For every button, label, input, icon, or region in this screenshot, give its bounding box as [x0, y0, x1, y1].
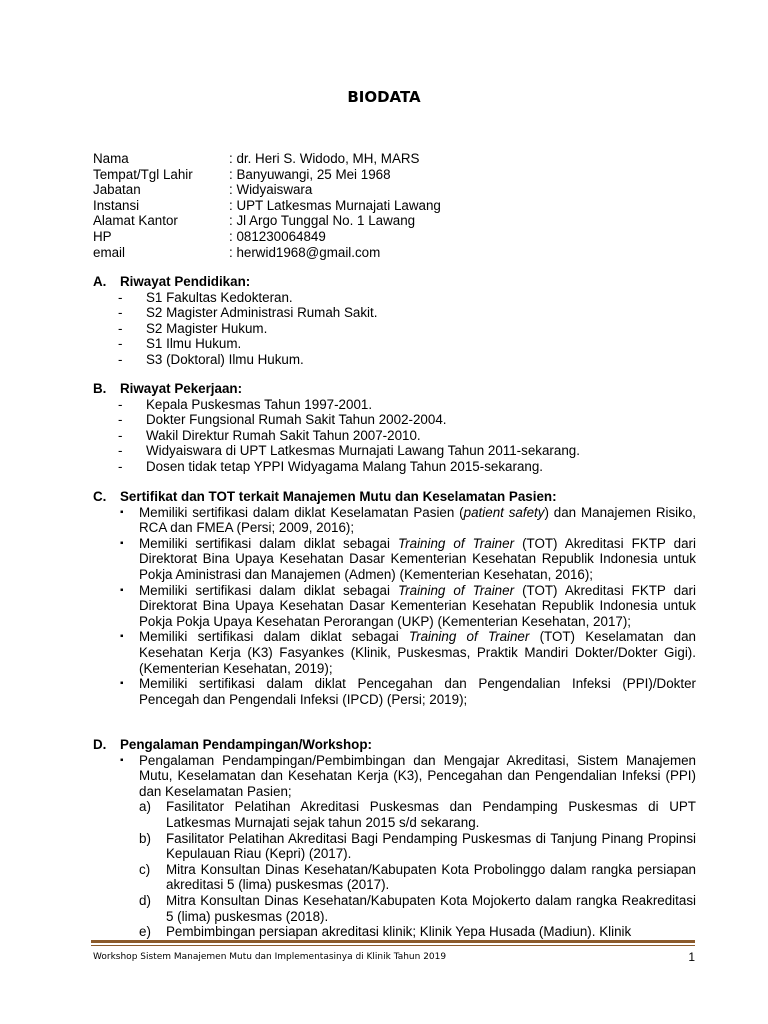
dash-marker: - — [118, 396, 123, 412]
section-experience — [93, 737, 696, 940]
square-bullet-icon: ▪ — [120, 584, 124, 596]
page-number: 1 — [688, 950, 695, 964]
page-footer — [93, 950, 695, 966]
section-heading — [93, 489, 696, 505]
dash-marker: - — [118, 320, 123, 336]
list-item — [93, 505, 696, 536]
biodata-row — [93, 151, 441, 167]
section-letter: D. — [93, 737, 107, 752]
list-item-text: S1 Ilmu Hukum. — [146, 336, 242, 352]
section-letter: C. — [93, 489, 107, 504]
dash-marker: - — [118, 458, 123, 474]
square-bullet-icon: ▪ — [120, 537, 124, 549]
list-item-text: Dosen tidak tetap YPPI Widyagama Malang Tahun 2015-sekarang. — [146, 458, 544, 474]
dash-marker: - — [118, 305, 123, 321]
dash-marker: - — [118, 412, 123, 428]
biodata-row — [93, 182, 441, 198]
list-item — [93, 583, 696, 630]
list-item — [93, 676, 696, 707]
section-heading — [93, 274, 696, 290]
biodata-label: Alamat Kantor — [93, 213, 178, 229]
section-title: Riwayat Pendidikan: — [120, 274, 251, 289]
section-heading — [93, 381, 696, 397]
sub-item-text: Fasilitator Pelatihan Akreditasi Bagi Pendamping Puskesmas di Tanjung Pinang Propinsi Kepulauan Riau (Kepri) (2017). — [166, 830, 696, 862]
section-work-history — [93, 381, 696, 475]
biodata-table — [93, 151, 441, 260]
square-bullet-icon: ▪ — [120, 678, 124, 690]
list-item-text: Memiliki sertifikasi dalam diklat sebagai Training of Trainer (TOT) Keselamatan dan Kesehatan Kerja (K3) Fasyankes (Klinik, Puskesmas, Praktik Mandiri Dokter/Dokter Gigi). (Kementerian Kesehatan, 2019); — [139, 629, 696, 676]
list-item — [93, 428, 696, 444]
biodata-label: HP — [93, 228, 112, 244]
biodata-value: : Jl Argo Tunggal No. 1 Lawang — [229, 213, 416, 229]
list-item-text: S3 (Doktoral) Ilmu Hukum. — [146, 351, 304, 367]
list-item — [93, 629, 696, 676]
biodata-row — [93, 167, 441, 183]
footer-text: Workshop Sistem Manajemen Mutu dan Implementasinya di Klinik Tahun 2019 — [93, 952, 447, 962]
sub-list-item — [139, 862, 696, 893]
square-bullet-icon: ▪ — [120, 754, 124, 766]
section-title: Pengalaman Pendampingan/Workshop: — [120, 737, 372, 752]
sub-item-text: Mitra Konsultan Dinas Kesehatan/Kabupaten Kota Probolinggo dalam rangka persiapan akreditasi 5 (lima) puskesmas (2017). — [166, 861, 696, 893]
list-item-text: Memiliki sertifikasi dalam diklat Keselamatan Pasien (patient safety) dan Manajemen Risiko, RCA dan FMEA (Persi; 2009, 2016); — [139, 504, 696, 536]
biodata-value: : herwid1968@gmail.com — [229, 244, 381, 260]
list-item — [93, 352, 696, 368]
biodata-value: : dr. Heri S. Widodo, MH, MARS — [229, 151, 420, 166]
list-item — [93, 397, 696, 413]
sub-item-marker: a) — [139, 799, 151, 815]
list-item — [93, 753, 696, 800]
square-bullet-icon: ▪ — [120, 631, 124, 643]
biodata-value: : UPT Latkesmas Murnajati Lawang — [229, 197, 441, 213]
dash-marker: - — [118, 289, 123, 305]
sub-list-item — [139, 924, 696, 940]
section-certificates — [93, 489, 696, 707]
footer-rule-thin — [91, 945, 695, 946]
section-title: Riwayat Pekerjaan: — [120, 381, 243, 396]
list-item-text: S1 Fakultas Kedokteran. — [146, 289, 293, 305]
dash-marker: - — [118, 443, 123, 459]
biodata-label: Nama — [93, 151, 129, 166]
sub-item-marker: e) — [139, 924, 151, 940]
list-item — [93, 290, 696, 306]
list-item-text: Memiliki sertifikasi dalam diklat sebagai Training of Trainer (TOT) Akreditasi FKTP dari Direktorat Bina Upaya Kesehatan Dasar Kementerian Kesehatan Republik Indonesia untuk Pokja Aministrasi dan Manajemen (Admen) (Kementerian Kesehatan, 2016); — [139, 535, 696, 582]
list-item-text: Pengalaman Pendampingan/Pembimbingan dan Mengajar Akreditasi, Sistem Manajemen Mutu, Keselamatan dan Kesehatan Kerja (K3), Pencegahan dan Pengendalian Infeksi (PPI) dan Keselamatan Pasien; — [139, 752, 696, 799]
list-item-text: Dokter Fungsional Rumah Sakit Tahun 2002-2004. — [146, 412, 447, 428]
section-education — [93, 274, 696, 368]
list-item — [93, 459, 696, 475]
biodata-value: : Widyaiswara — [229, 182, 313, 198]
biodata-label: Instansi — [93, 197, 140, 213]
square-bullet-icon: ▪ — [120, 506, 124, 518]
biodata-label: email — [93, 244, 125, 260]
sub-list-item — [139, 799, 696, 830]
biodata-label: Tempat/Tgl Lahir — [93, 166, 193, 182]
list-item-text: S2 Magister Hukum. — [146, 320, 268, 336]
list-item — [93, 336, 696, 352]
sub-item-text: Mitra Konsultan Dinas Kesehatan/Kabupaten Kota Mojokerto dalam rangka Reakreditasi 5 (lima) puskesmas (2018). — [166, 892, 696, 924]
list-item-text: Memiliki sertifikasi dalam diklat sebagai Training of Trainer (TOT) Akreditasi FKTP dari Direktorat Bina Upaya Kesehatan Dasar Kementerian Kesehatan Republik Indonesia untuk Pokja Pokja Upaya Kesehatan Perorangan (UKP) (Kementerian Kesehatan, 2017); — [139, 582, 696, 629]
list-item — [93, 305, 696, 321]
list-item-text: Wakil Direktur Rumah Sakit Tahun 2007-2010. — [146, 427, 421, 443]
section-letter: B. — [93, 381, 107, 396]
list-item-text: Memiliki sertifikasi dalam diklat Pencegahan dan Pengendalian Infeksi (PPI)/Dokter Pencegah dan Pengendali Infeksi (IPCD) (Persi; 2019); — [139, 676, 696, 707]
biodata-value: : Banyuwangi, 25 Mei 1968 — [229, 166, 391, 182]
section-letter: A. — [93, 274, 107, 289]
list-item — [93, 443, 696, 459]
sub-item-text: Fasilitator Pelatihan Akreditasi Puskesmas dan Pendamping Puskesmas di UPT Latkesmas Murnajati sejak tahun 2015 s/d sekarang. — [166, 799, 696, 830]
sub-item-text: Pembimbingan persiapan akreditasi klinik; Klinik Yepa Husada (Madiun). Klinik — [166, 924, 632, 940]
biodata-value: : 081230064849 — [229, 228, 326, 244]
dash-marker: - — [118, 336, 123, 352]
list-item — [93, 536, 696, 583]
section-heading — [93, 737, 696, 753]
biodata-row — [93, 198, 441, 214]
sub-list-item — [139, 893, 696, 924]
dash-marker: - — [118, 427, 123, 443]
list-item-text: Kepala Puskesmas Tahun 1997-2001. — [146, 396, 373, 412]
biodata-row — [93, 213, 441, 229]
biodata-label: Jabatan — [93, 182, 141, 198]
sub-item-marker: c) — [139, 861, 151, 877]
footer-rule — [91, 940, 695, 943]
biodata-row — [93, 229, 441, 245]
list-item — [93, 321, 696, 337]
page-title: BIODATA — [347, 88, 421, 106]
section-title: Sertifikat dan TOT terkait Manajemen Mutu dan Keselamatan Pasien: — [120, 489, 557, 504]
sub-item-marker: d) — [139, 892, 151, 908]
sub-list-item — [139, 831, 696, 862]
list-item-text: S2 Magister Administrasi Rumah Sakit. — [146, 305, 378, 321]
biodata-row — [93, 245, 441, 261]
list-item-text: Widyaiswara di UPT Latkesmas Murnajati Lawang Tahun 2011-sekarang. — [146, 443, 580, 459]
dash-marker: - — [118, 351, 123, 367]
sub-item-marker: b) — [139, 830, 151, 846]
list-item — [93, 412, 696, 428]
